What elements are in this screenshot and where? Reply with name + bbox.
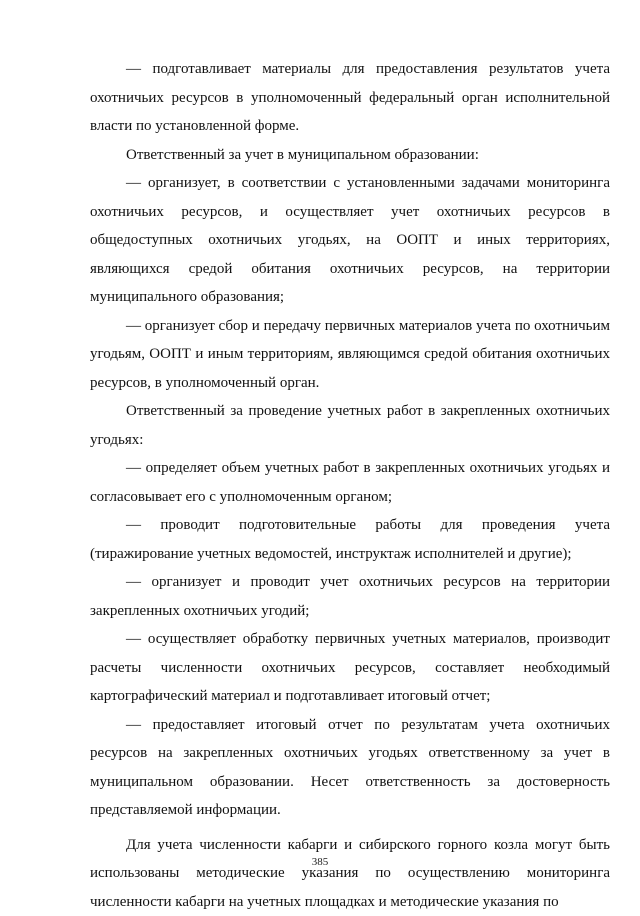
paragraph: — подготавливает материалы для предоставления результатов учета охотничьих ресурсов в уполномоченный федеральный орган исполнительной власти по установленной форме. [90,55,610,141]
page-body [90,55,610,916]
paragraph: — организует, в соответствии с установленными задачами мониторинга охотничьих ресурсов, и осуществляет учет охотничьих ресурсов в общедоступных охотничьих угодьях, на ООПТ и иных территориях, являющихся средой обитания охотничьих ресурсов, на территории муниципального образования; [90,169,610,312]
paragraph: — предоставляет итоговый отчет по результатам учета охотничьих ресурсов на закрепленных охотничьих угодьях ответственному за учет в муниципальном образовании. Несет ответственность за достоверность представляемой информации. [90,711,610,825]
paragraph: — организует сбор и передачу первичных материалов учета по охотничьим угодьям, ООПТ и иным территориям, являющимся средой обитания охотничьих ресурсов, в уполномоченный орган. [90,312,610,398]
paragraph: Ответственный за учет в муниципальном образовании: [90,141,610,170]
paragraph: — осуществляет обработку первичных учетных материалов, производит расчеты численности охотничьих ресурсов, составляет необходимый картографический материал и подготавливает итоговый отчет; [90,625,610,711]
paragraph: — проводит подготовительные работы для проведения учета (тиражирование учетных ведомостей, инструктаж исполнителей и другие); [90,511,610,568]
paragraph: Ответственный за проведение учетных работ в закрепленных охотничьих угодьях: [90,397,610,454]
paragraph: — определяет объем учетных работ в закрепленных охотничьих угодьях и согласовывает его с уполномоченным органом; [90,454,610,511]
page-number: 385 [0,856,640,868]
paragraph: — организует и проводит учет охотничьих ресурсов на территории закрепленных охотничьих угодий; [90,568,610,625]
paragraph: Для учета численности кабарги и сибирского горного козла могут быть использованы методические указания по осуществлению мониторинга численности кабарги на учетных площадках и методические указания по [90,831,610,916]
